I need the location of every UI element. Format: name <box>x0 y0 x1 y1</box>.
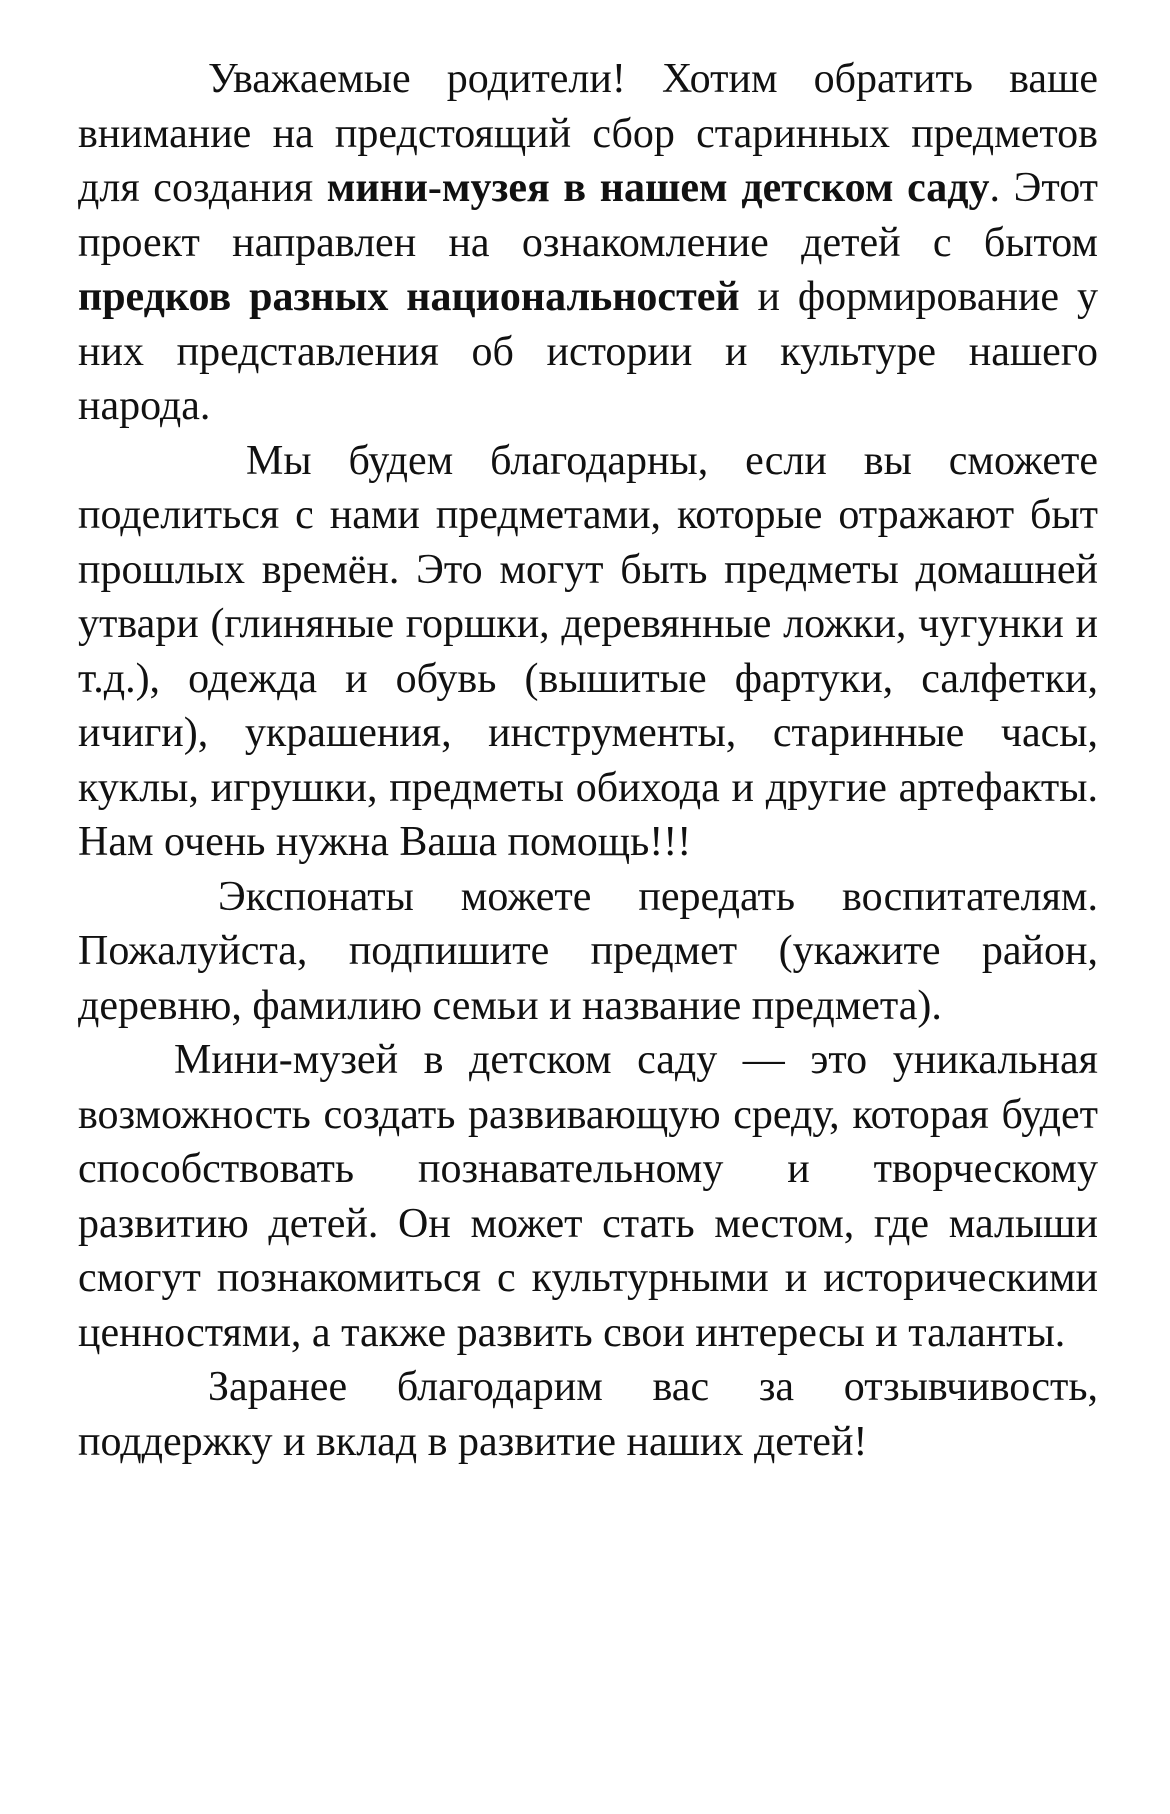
intro-text-2: . Этот проект направлен на ознакомление детей с бытом <box>78 165 1098 266</box>
paragraph-request: Мы будем благодарны, если вы сможете поделиться с нами предметами, которые отражают быт прошлых времён. Это могут быть предметы домашней утвари (глиняные горшки, деревянные ложки, чугунки и т.д.), одежда и обувь (вышитые фартуки, салфетки, ичиги), украшения, инструменты, старинные часы, куклы, игрушки, предметы обихода и другие артефакты. Нам очень нужна Ваша помощь!!! <box>78 437 1098 865</box>
intro-bold-museum: мини-музея в нашем детском саду <box>326 165 990 211</box>
paragraph-intro <box>78 52 1098 434</box>
intro-bold-ancestors: предков разных национальностей <box>78 274 740 320</box>
paragraph-instructions: Экспонаты можете передать воспитателям. Пожалуйста, подпишите предмет (укажите район, деревню, фамилию семьи и название предмета). <box>78 873 1098 1029</box>
intro-text-3: и формирование у них представления об истории и культуре нашего народа. <box>78 274 1099 429</box>
intro-text-1: Уважаемые родители! Хотим обратить ваше внимание на предстоящий сбор старинных предметов для создания <box>78 56 1098 211</box>
paragraph-thanks: Заранее благодарим вас за отзывчивость, поддержку и вклад в развитие наших детей! <box>78 1364 1098 1465</box>
paragraph-museum-purpose: Мини-музей в детском саду — это уникальная возможность создать развивающую среду, которая будет способствовать познавательному и творческому развитию детей. Он может стать местом, где малыши смогут познакомиться с культурными и историческими ценностями, а также развить свои интересы и таланты. <box>78 1037 1098 1356</box>
letter-body <box>78 52 1098 1469</box>
